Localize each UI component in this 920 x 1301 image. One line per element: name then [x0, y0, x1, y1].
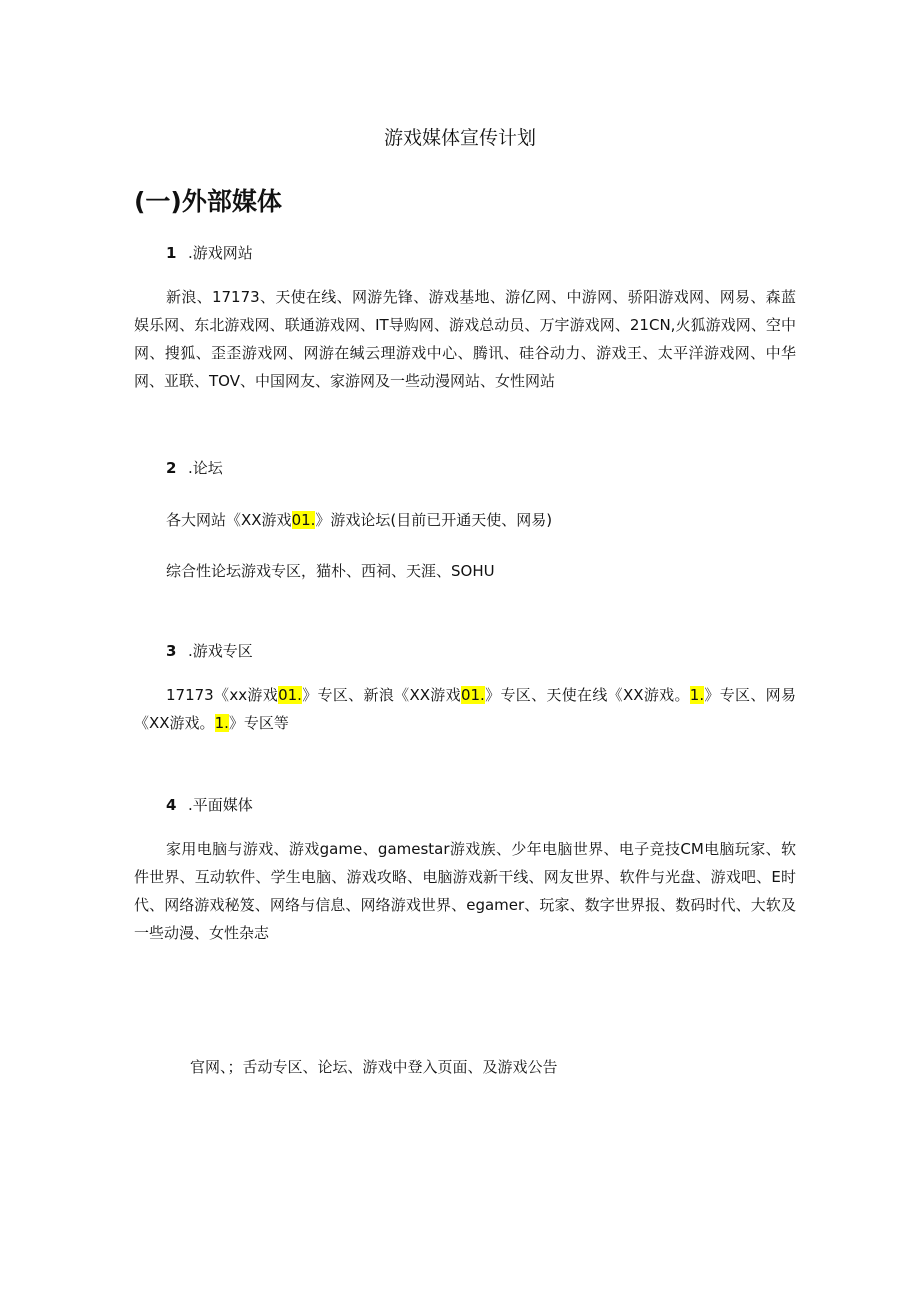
- text-run: 》专区、网易《XX游戏。: [134, 686, 796, 732]
- section-heading: (一)外部媒体: [134, 187, 282, 216]
- text-run: 17173《xx游戏: [166, 686, 279, 704]
- subsection-2-heading: [166, 457, 223, 479]
- game-websites-paragraph: 新浪、17173、天使在线、网游先锋、游戏基地、游亿网、中游网、骄阳游戏网、网易、森蓝娱乐网、东北游戏网、联通游戏网、IT导购网、游戏总动员、万宇游戏网、21CN,火狐游戏网、空中网、搜狐、歪歪游戏网、网游在缄云理游戏中心、腾讯、硅谷动力、游戏王、太平洋游戏网、中华网、亚联、TOV、中国网友、家游网及一些动漫网站、女性网站: [134, 288, 796, 390]
- forum-line-1: [166, 509, 552, 531]
- text-run: 》专区、新浪《XX游戏: [301, 686, 461, 704]
- highlighted-text: 01.: [291, 511, 316, 529]
- game-zone-paragraph: [134, 681, 796, 737]
- subsection-number: 2: [166, 459, 177, 477]
- subsection-label: .平面媒体: [188, 796, 253, 814]
- subsection-1-heading: [166, 242, 253, 264]
- document-title: 游戏媒体宣传计划: [383, 127, 536, 149]
- text-run: 》专区等: [228, 714, 289, 732]
- subsection-3-heading: [166, 640, 253, 662]
- subsection-number: 4: [166, 796, 177, 814]
- text-run: 》游戏论坛(目前已开通天使、网易): [315, 511, 553, 529]
- forum-line-2: 综合性论坛游戏专区，猫朴、西祠、天涯、SOHU: [166, 562, 495, 580]
- highlighted-text: 1.: [689, 686, 705, 704]
- text-run: 各大网站《XX游戏: [166, 511, 292, 529]
- subsection-number: 3: [166, 642, 177, 660]
- official-channels-line: 官网、；舌动专区、论坛、游戏中登入页面、及游戏公告: [190, 1058, 558, 1076]
- subsection-label: .游戏专区: [188, 642, 253, 660]
- subsection-4-heading: [166, 794, 253, 816]
- text-run: 》专区、天使在线《XX游戏。: [484, 686, 690, 704]
- highlighted-text: 01.: [460, 686, 485, 704]
- subsection-number: 1: [166, 244, 177, 262]
- print-media-paragraph: 家用电脑与游戏、游戏game、gamestar游戏族、少年电脑世界、电子竞技CM电脑玩家、软件世界、互动软件、学生电脑、游戏攻略、电脑游戏新干线、网友世界、软件与光盘、游戏吧、E时代、网络游戏秘笈、网络与信息、网络游戏世界、egamer、玩家、数字世界报、数码时代、大软及一些动漫、女性杂志: [134, 840, 796, 942]
- subsection-label: .游戏网站: [188, 244, 253, 262]
- subsection-label: .论坛: [188, 459, 223, 477]
- highlighted-text: 01.: [278, 686, 302, 704]
- highlighted-text: 1.: [214, 714, 229, 732]
